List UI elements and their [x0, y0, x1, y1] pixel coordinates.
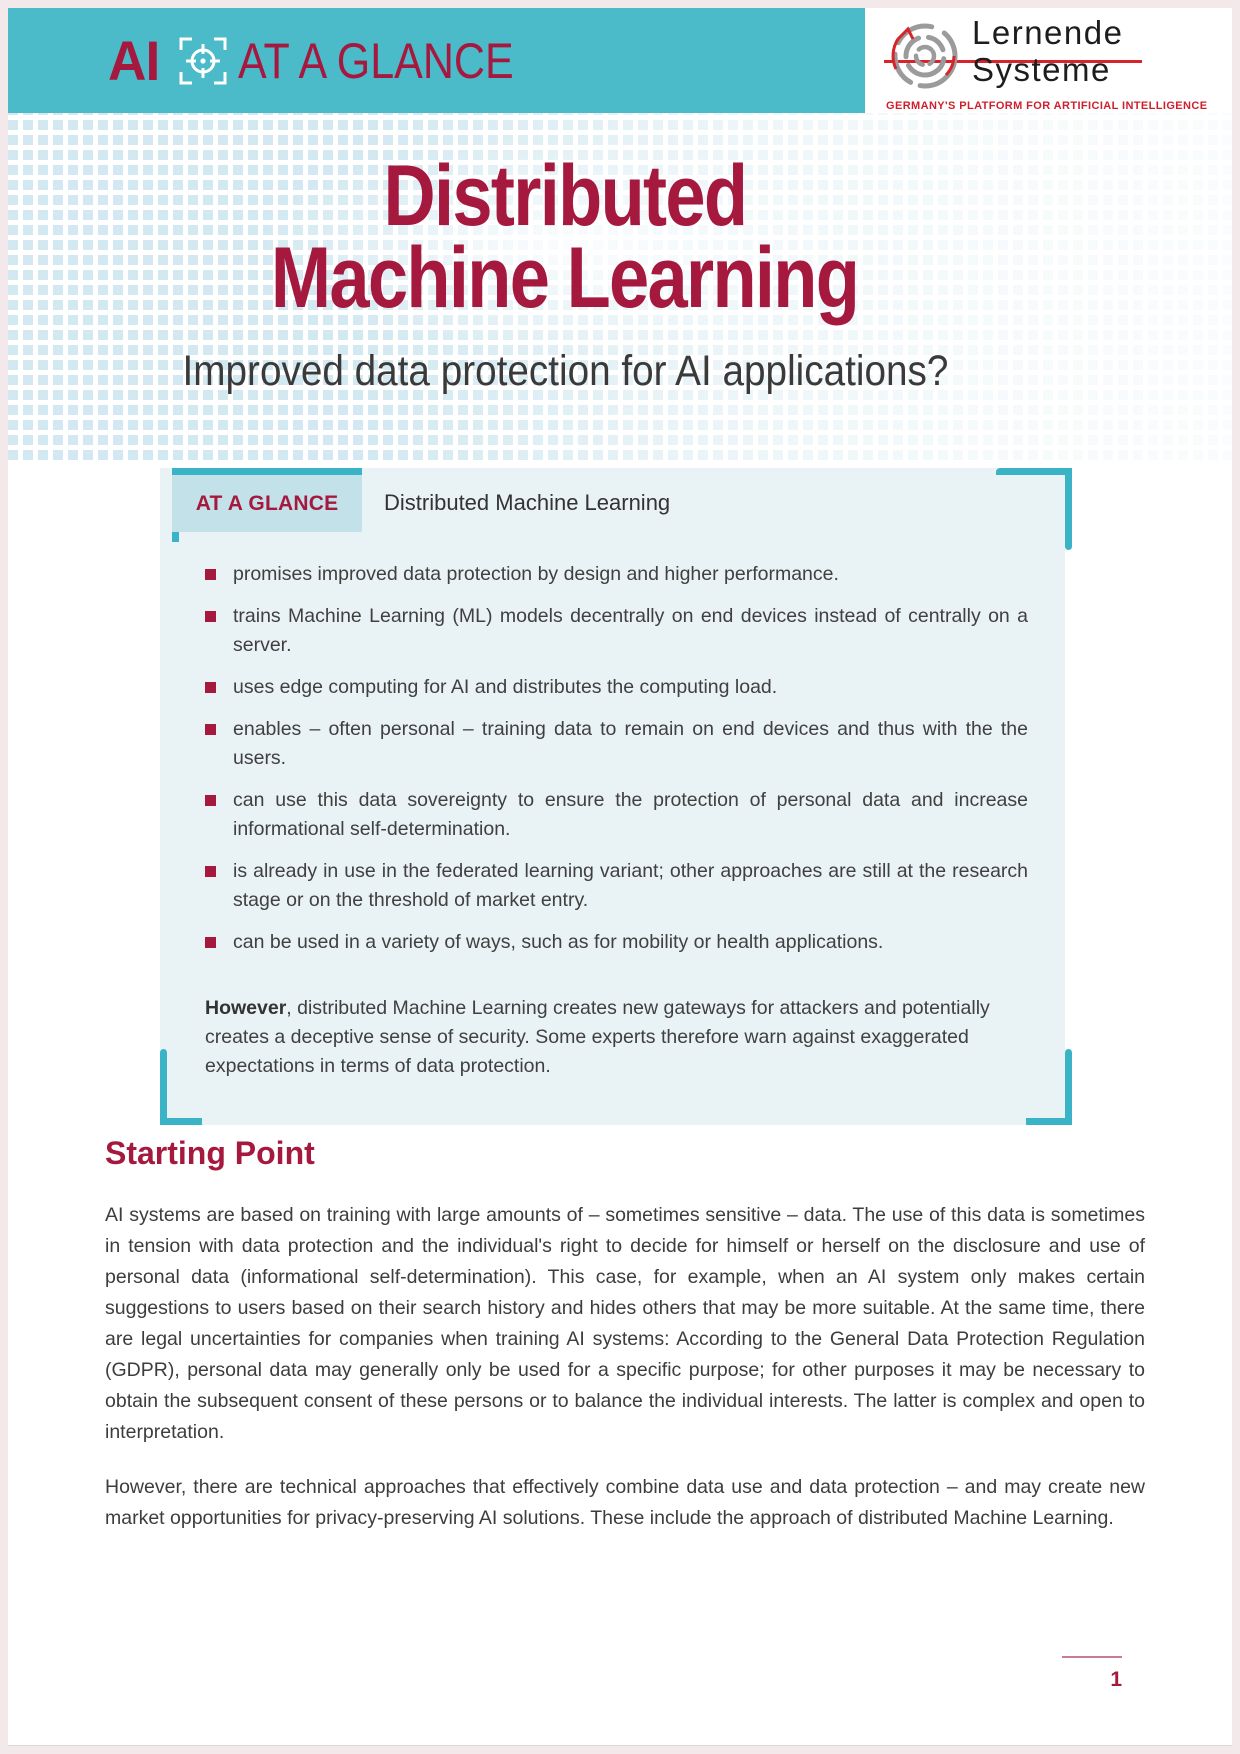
body-paragraph-1: AI systems are based on training with large amounts of – sometimes sensitive – data. The use of this data is sometimes in tension with data protection and the individual's right to decide for himself or herself on the disclosure and use of personal data (informational self-determination). This case, for example, when an AI system only makes certain suggestions to users based on their search history and hides others that may be more suitable. At the same time, there are legal uncertainties for companies when training AI systems: According to the General Data Protection Regulation (GDPR), personal data may generally only be used for a specific purpose; for other purposes it may be necessary to obtain the subsequent consent of these persons or to balance the individual interests. The latter is complex and open to interpretation. — [105, 1204, 1145, 1443]
body-paragraph-2: However, there are technical approaches that effectively combine data use and data protection – and may create new market opportunities for privacy-preserving AI solutions. These include the approach of distributed Machine Learning. — [105, 1476, 1145, 1529]
glance-box-content — [205, 560, 1028, 1081]
list-item: trains Machine Learning (ML) models decentrally on end devices instead of centrally on a server. — [205, 602, 1028, 660]
bullet-square-icon — [205, 795, 216, 806]
page-number: 1 — [1110, 1668, 1122, 1691]
section-heading: Starting Point — [105, 1135, 315, 1171]
glance-box-label: AT A GLANCE — [195, 491, 339, 515]
bullet-square-icon — [205, 682, 216, 693]
footer-rule — [1062, 1656, 1122, 1658]
list-item: can use this data sovereignty to ensure the protection of personal data and increase informational self-determination. — [205, 786, 1028, 844]
list-item: uses edge computing for AI and distributes the computing load. — [205, 673, 1028, 702]
hero-text-block — [8, 113, 1122, 396]
logo-wordmark — [972, 14, 1123, 88]
brand-ai-text: AI — [108, 29, 160, 92]
bracket-top-right-icon — [996, 468, 1072, 475]
list-item: promises improved data protection by design and higher performance. — [205, 560, 1028, 589]
bullet-square-icon — [205, 866, 216, 877]
bracket-bottom-right-icon — [1065, 1049, 1072, 1125]
page-sheet — [8, 8, 1232, 1746]
glance-box-tab — [172, 475, 362, 532]
title-line-1: Distributed — [383, 148, 747, 244]
bracket-top-left-icon — [172, 468, 362, 475]
glance-box-heading: Distributed Machine Learning — [384, 490, 671, 515]
page-title — [8, 148, 1122, 326]
crosshair-target-icon — [178, 36, 228, 86]
bullet-square-icon — [205, 611, 216, 622]
header-band — [8, 8, 865, 113]
at-a-glance-box — [160, 468, 1065, 1125]
logo-line1: Lernende — [972, 14, 1124, 51]
page-subtitle: Improved data protection for AI applications? — [182, 347, 948, 395]
list-item: is already in use in the federated learning variant; other approaches are still at the research stage or on the threshold of market entry. — [205, 857, 1028, 915]
brand-lockup — [8, 28, 559, 93]
bullet-square-icon — [205, 569, 216, 580]
brand-tagline-text: AT A GLANCE — [238, 32, 514, 89]
logo-line2: Systeme — [972, 51, 1111, 88]
bracket-bottom-left-icon — [160, 1049, 167, 1125]
title-line-2: Machine Learning — [271, 230, 859, 326]
bullet-square-icon — [205, 724, 216, 735]
glance-box-note: However, distributed Machine Learning creates new gateways for attackers and potentially creates a deceptive sense of security. Some experts therefore warn against exaggerated expectations in terms of data protection. — [205, 997, 990, 1077]
list-item: enables – often personal – training data to remain on end devices and thus with the the users. — [205, 715, 1028, 773]
glance-bullet-list — [205, 560, 1028, 957]
lernende-systeme-logo — [870, 8, 1230, 121]
lernende-systeme-maze-icon — [886, 17, 964, 95]
bullet-square-icon — [205, 937, 216, 948]
hero-pattern-area — [8, 113, 1232, 460]
logo-subline: GERMANY'S PLATFORM FOR ARTIFICIAL INTELLIGENCE — [886, 100, 1208, 112]
body-copy — [105, 1200, 1145, 1558]
list-item: can be used in a variety of ways, such as for mobility or health applications. — [205, 928, 1028, 957]
